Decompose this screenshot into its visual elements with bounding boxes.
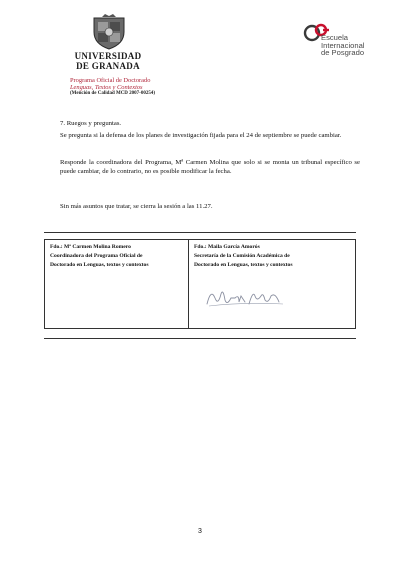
program-subtitle: Lenguas, Textos y Contextos xyxy=(70,84,143,91)
university-name-line1: UNIVERSIDAD xyxy=(74,51,142,61)
signature-cell-coordinator xyxy=(45,240,189,329)
coordinator-role-line1: Coordinadora del Programa Oficial de xyxy=(50,253,143,259)
university-crest-icon xyxy=(90,14,128,50)
university-name xyxy=(58,52,158,71)
school-name-line2: Internacional xyxy=(321,40,365,50)
handwritten-signature xyxy=(205,284,285,310)
coordinator-role-line2: Doctorado en Lenguas, textos y contextos xyxy=(50,262,149,268)
secretary-role-line2: Doctorado en Lenguas, textos y contextos xyxy=(194,262,293,268)
question-paragraph: Se pregunta si la defensa de los planes de investigación fijada para el 24 de septiembre se puede cambiar. xyxy=(60,132,342,139)
coordinator-name: Fdo.: Mª Carmen Molina Romero xyxy=(50,244,131,250)
school-name xyxy=(321,34,364,57)
agenda-item-7: 7. Ruegos y preguntas. xyxy=(60,120,122,127)
school-name-line3: de Posgrado xyxy=(321,48,365,58)
divider-top xyxy=(44,232,356,233)
response-paragraph: Responde la coordinadora del Programa, Mª Carmen Molina que solo si se monta un tribunal específico se puede cambiar, de lo contrario, no es posible modificar la fecha. xyxy=(60,159,360,175)
university-name-line2: DE GRANADA xyxy=(76,60,140,71)
closing-paragraph: Sin más asuntos que tratar, se cierra la sesión a las 11.27. xyxy=(60,203,213,210)
divider-bottom xyxy=(44,338,356,339)
signature-table xyxy=(44,239,356,329)
page-number: 3 xyxy=(198,528,202,535)
program-quality-mention: (Mención de Calidad MCD 2007-00254) xyxy=(70,91,155,96)
secretary-role-line1: Secretaría de la Comisión Académica de xyxy=(194,253,290,259)
program-title: Programa Oficial de Doctorado xyxy=(70,77,151,84)
secretary-name: Fdo.: Maila García Amorós xyxy=(194,244,260,250)
school-name-line1: Escuela xyxy=(321,33,349,42)
